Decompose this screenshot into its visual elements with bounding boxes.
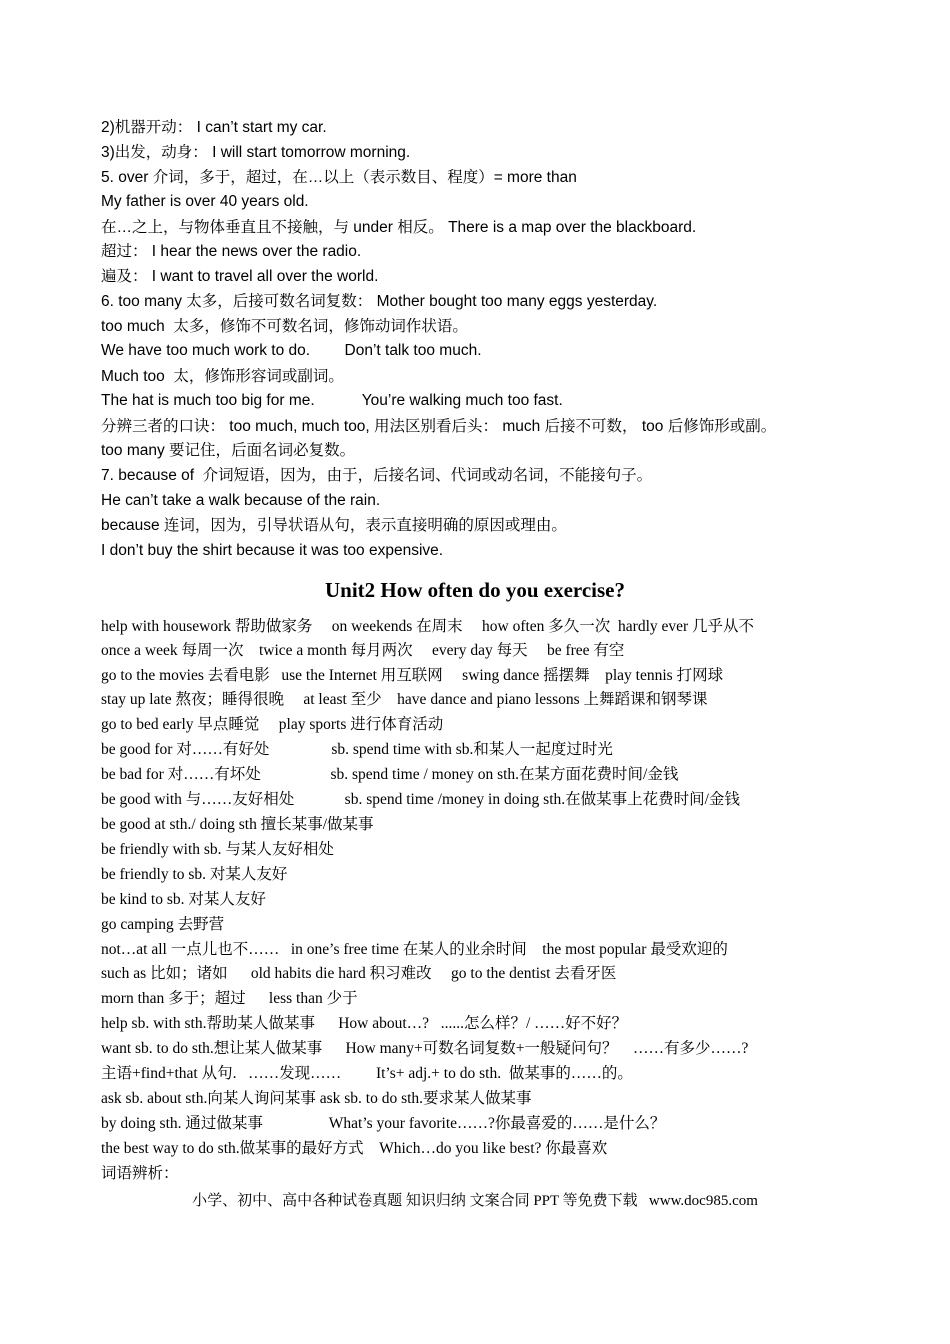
vocab-line: go to bed early 早点睡觉 play sports 进行体育活动: [101, 716, 444, 733]
text-line: 3)出发，动身： I will start tomorrow morning.: [101, 144, 411, 161]
unit-title: Unit2 How often do you exercise?: [325, 578, 625, 602]
text-line: 5. over 介词，多于，超过，在…以上（表示数目、程度）= more than: [101, 169, 577, 186]
vocab-line: go to the movies 去看电影 use the Internet 用互联网 swing dance 摇摆舞 play tennis 打网球: [101, 667, 724, 684]
vocab-line: not…at all 一点儿也不…… in one’s free time 在某人的业余时间 the most popular 最受欢迎的: [101, 941, 728, 958]
vocab-line: 主语+find+that 从句. ……发现…… It’s+ adj.+ to do sth. 做某事的……的。: [101, 1065, 633, 1082]
vocab-line: such as 比如；诸如 old habits die hard 积习难改 go to the dentist 去看牙医: [101, 965, 617, 982]
vocab-line: help sb. with sth.帮助某人做某事 How about…? ......怎么样？/ ……好不好？: [101, 1015, 628, 1032]
text-line: We have too much work to do. Don’t talk too much.: [101, 342, 482, 359]
vocab-line: be good at sth./ doing sth 擅长某事/做某事: [101, 816, 374, 833]
text-line: 7. because of 介词短语，因为，由于，后接名词、代词或动名词，不能接句子。: [101, 467, 653, 484]
text-line: He can’t take a walk because of the rain.: [101, 492, 381, 509]
vocab-line: go camping 去野营: [101, 916, 225, 933]
vocab-line: by doing sth. 通过做某事 What’s your favorite……?你最喜爱的……是什么？: [101, 1115, 666, 1132]
vocab-line: be good with 与……友好相处 sb. spend time /money in doing sth.在做某事上花费时间/金钱: [101, 791, 740, 808]
text-line: My father is over 40 years old.: [101, 193, 309, 210]
text-line: 超过： I hear the news over the radio.: [101, 243, 362, 260]
text-line: because 连词，因为，引导状语从句，表示直接明确的原因或理由。: [101, 517, 567, 534]
text-line: The hat is much too big for me. You’re walking much too fast.: [101, 392, 563, 409]
vocab-line: once a week 每周一次 twice a month 每月两次 every day 每天 be free 有空: [101, 642, 625, 659]
vocab-line: help with housework 帮助做家务 on weekends 在周末 how often 多久一次 hardly ever 几乎从不: [101, 618, 755, 635]
vocab-line: 词语辨析：: [101, 1165, 179, 1182]
text-line: too many 要记住，后面名词必复数。: [101, 442, 356, 459]
text-line: too much 太多，修饰不可数名词，修饰动词作状语。: [101, 318, 468, 335]
text-line: 遍及： I want to travel all over the world.: [101, 268, 379, 285]
vocab-line: ask sb. about sth.向某人询问某事 ask sb. to do sth.要求某人做某事: [101, 1090, 532, 1107]
vocab-line: morn than 多于；超过 less than 少于: [101, 990, 358, 1007]
vocab-line: want sb. to do sth.想让某人做某事 How many+可数名词复数+一般疑问句？ ……有多少……?: [101, 1040, 749, 1057]
text-line: 6. too many 太多，后接可数名词复数： Mother bought too many eggs yesterday.: [101, 293, 658, 310]
vocab-line: be kind to sb. 对某人友好: [101, 891, 266, 908]
text-line: 分辨三者的口诀： too much, much too, 用法区别看后头： much 后接不可数， too 后修饰形或副。: [101, 418, 777, 435]
vocab-line: be bad for 对……有坏处 sb. spend time / money on sth.在某方面花费时间/金钱: [101, 766, 679, 783]
page-footer: 小学、初中、高中各种试卷真题 知识归纳 文案合同 PPT 等免费下载 www.doc985.com: [192, 1193, 758, 1209]
text-line: 2)机器开动： I can’t start my car.: [101, 119, 327, 136]
vocab-line: be good for 对……有好处 sb. spend time with sb.和某人一起度过时光: [101, 741, 613, 758]
text-line: 在…之上，与物体垂直且不接触，与 under 相反。 There is a map over the blackboard.: [101, 219, 697, 236]
vocab-line: be friendly to sb. 对某人友好: [101, 866, 288, 883]
vocab-line: be friendly with sb. 与某人友好相处: [101, 841, 334, 858]
vocab-line: stay up late 熬夜；睡得很晚 at least 至少 have dance and piano lessons 上舞蹈课和钢琴课: [101, 691, 708, 708]
text-line: Much too 太，修饰形容词或副词。: [101, 368, 344, 385]
text-line: I don’t buy the shirt because it was too expensive.: [101, 542, 444, 559]
vocab-line: the best way to do sth.做某事的最好方式 Which…do you like best? 你最喜欢: [101, 1140, 608, 1157]
